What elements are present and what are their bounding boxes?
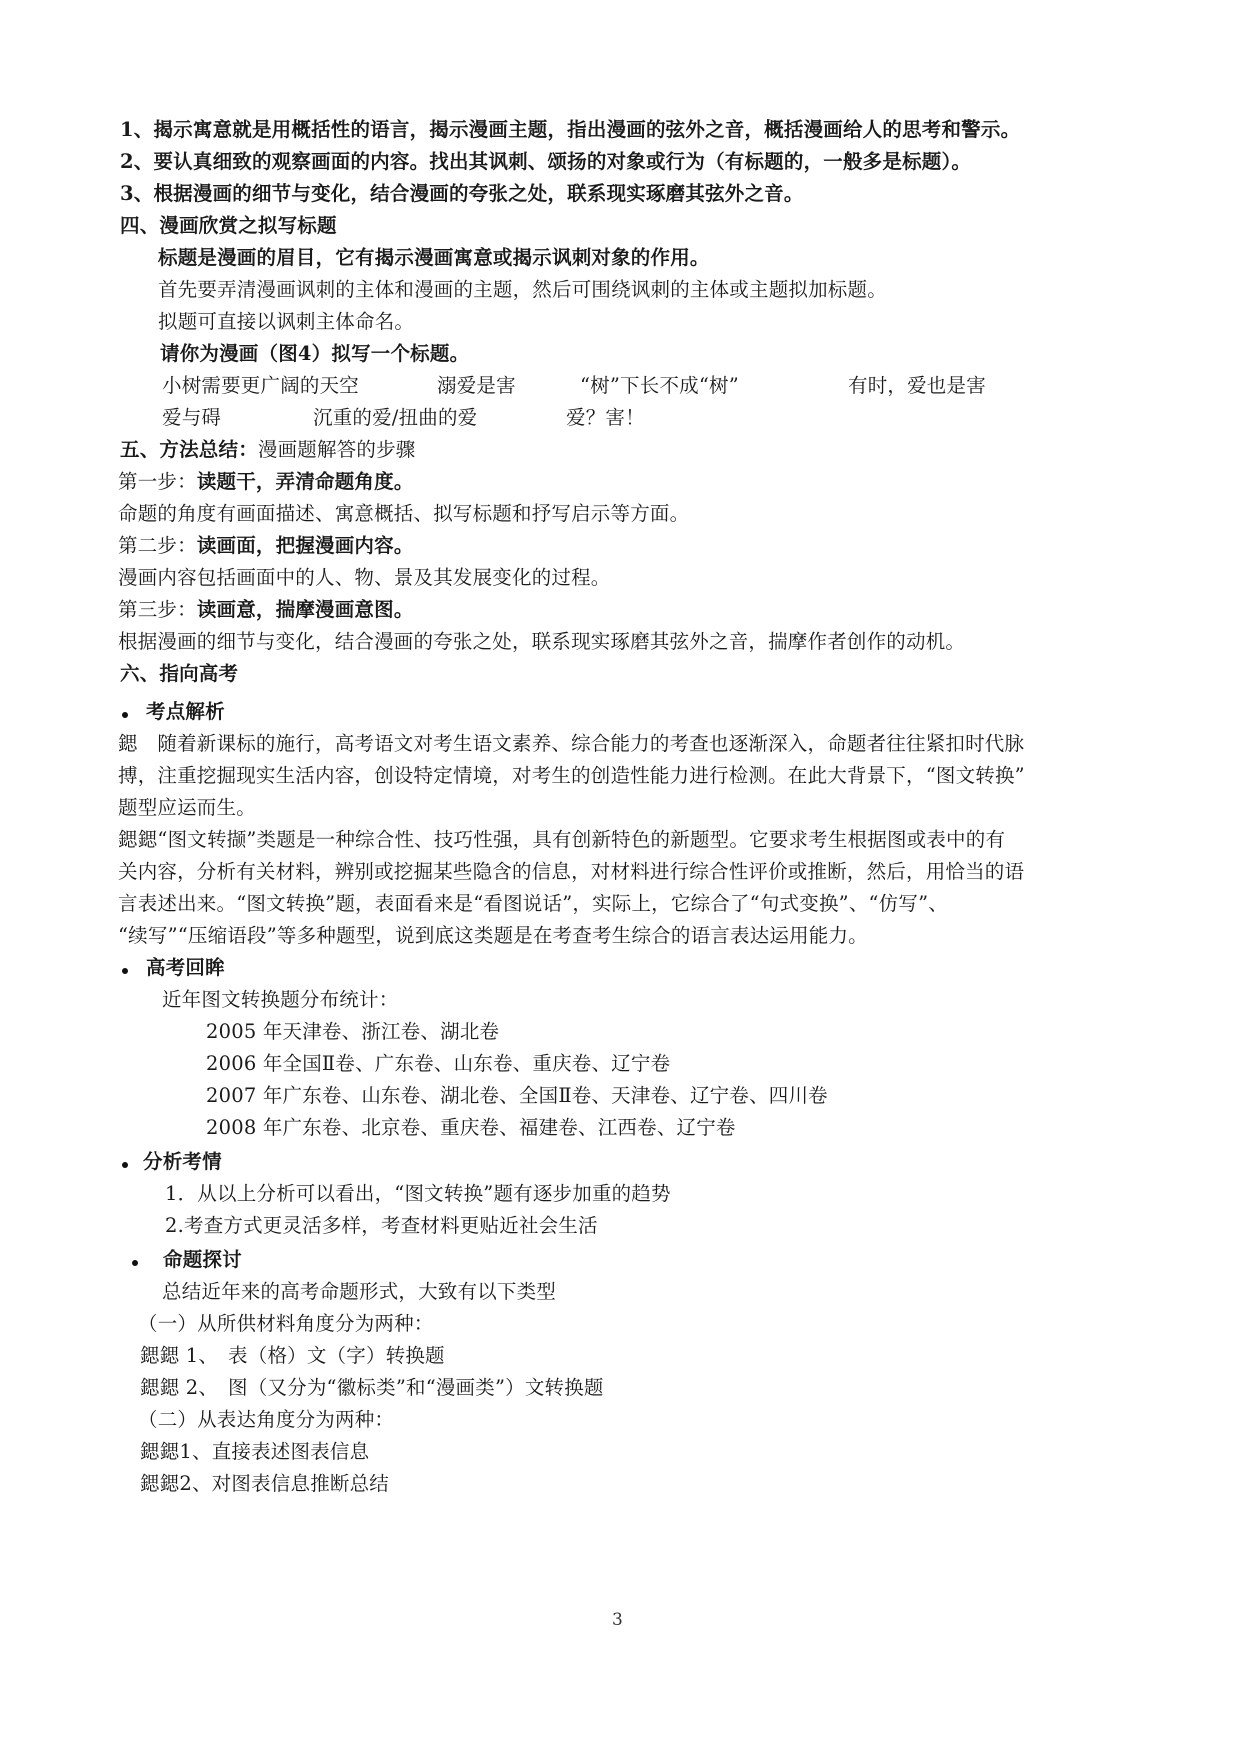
section-4-line-1: 首先要弄清漫画讽刺的主体和漫画的主题，然后可围绕讽刺的主体或主题拟加标题。 <box>158 278 887 301</box>
kaodian-para-2-line-3: 言表述出来。“图文转换”题，表面看来是“看图说话”，实际上，它综合了“句式变换”、“仿写”、 <box>118 892 948 915</box>
huimou-year-2007: 2007 年广东卷、山东卷、湖北卷、全国Ⅱ卷、天津卷、辽宁卷、四川卷 <box>206 1084 828 1107</box>
tantao-sub-2-b: 鍶鍶2、对图表信息推断总结 <box>140 1472 390 1495</box>
bullet-icon <box>122 1162 128 1168</box>
huimou-title: 高考回眸 <box>146 956 225 979</box>
kaoqing-item-1: 1．从以上分析可以看出，“图文转换”题有逐步加重的趋势 <box>165 1182 671 1205</box>
answer-6: 沉重的爱/扭曲的爱 <box>313 406 478 429</box>
kaoqing-title: 分析考情 <box>143 1150 222 1173</box>
huimou-year-2005: 2005 年天津卷、浙江卷、湖北卷 <box>206 1020 500 1043</box>
kaoqing-item-2: 2.考查方式更灵活多样，考查材料更贴近社会生活 <box>165 1214 598 1237</box>
section-4-heading: 四、漫画欣赏之拟写标题 <box>120 214 337 237</box>
section-4-line-2: 拟题可直接以讽刺主体命名。 <box>158 310 415 333</box>
tantao-sub-1: （一）从所供材料角度分为两种： <box>138 1312 434 1335</box>
kaodian-para-2-line-2: 关内容，分析有关材料，辨别或挖掘某些隐含的信息，对材料进行综合性评价或推断，然后，用恰当的语 <box>118 860 1025 883</box>
answer-4: 有时，爱也是害 <box>848 374 986 397</box>
step-2 <box>118 534 414 558</box>
answer-5: 爱与碍 <box>162 406 222 429</box>
section-5-heading-rest: 漫画题解答的步骤 <box>257 438 416 461</box>
answer-7: 爱？害！ <box>566 406 645 429</box>
tantao-sub-1-b: 鍶鍶 2、 图（又分为“徽标类”和“漫画类”）文转换题 <box>140 1376 604 1399</box>
kaodian-para-2-line-4: “续写”“压缩语段”等多种题型，说到底这类题是在考查考生综合的语言表达运用能力。 <box>118 924 868 947</box>
answer-3: “树”下长不成“树” <box>580 374 739 397</box>
kaodian-title: 考点解析 <box>146 700 225 723</box>
answer-1: 小树需要更广阔的天空 <box>162 374 360 397</box>
point-3: 3、根据漫画的细节与变化，结合漫画的夸张之处，联系现实琢磨其弦外之音。 <box>120 182 804 205</box>
kaodian-para-1-line-2: 搏，注重挖掘现实生活内容，创设特定情境，对考生的创造性能力进行检测。在此大背景下，“图文转换” <box>118 764 1025 787</box>
step-1 <box>118 470 414 494</box>
step-3-label: 第三步： <box>118 598 197 621</box>
step-2-label: 第二步： <box>118 534 197 557</box>
tantao-sub-2-a: 鍶鍶1、直接表述图表信息 <box>140 1440 370 1463</box>
step-1-bold: 读题干，弄清命题角度。 <box>196 470 414 493</box>
kaodian-para-2-line-1: 鍶鍶“图文转撷”类题是一种综合性、技巧性强，具有创新特色的新题型。它要求考生根据图或表中的有 <box>118 828 1006 851</box>
section-6-heading: 六、指向高考 <box>120 662 239 685</box>
section-4-bold-line: 标题是漫画的眉目，它有揭示漫画寓意或揭示讽刺对象的作用。 <box>158 246 710 269</box>
huimou-year-2006: 2006 年全国Ⅱ卷、广东卷、山东卷、重庆卷、辽宁卷 <box>206 1052 671 1075</box>
step-3-bold: 读画意，揣摩漫画意图。 <box>196 598 414 621</box>
page-number: 3 <box>612 1610 623 1630</box>
huimou-intro: 近年图文转换题分布统计： <box>162 988 399 1011</box>
section-4-task: 请你为漫画（图4）拟写一个标题。 <box>160 342 470 365</box>
section-5-heading-bold: 五、方法总结： <box>120 438 258 461</box>
kaodian-para-1-line-3: 题型应运而生。 <box>118 796 256 819</box>
tantao-intro: 总结近年来的高考命题形式，大致有以下类型 <box>162 1280 557 1303</box>
bullet-icon <box>122 712 128 718</box>
bullet-icon <box>122 968 128 974</box>
step-1-text: 命题的角度有画面描述、寓意概括、拟写标题和抒写启示等方面。 <box>118 502 690 525</box>
point-2: 2、要认真细致的观察画面的内容。找出其讽刺、颂扬的对象或行为（有标题的，一般多是标题）。 <box>120 150 972 173</box>
step-3-text: 根据漫画的细节与变化，结合漫画的夸张之处，联系现实琢磨其弦外之音，揣摩作者创作的动机。 <box>118 630 966 653</box>
point-1: 1、揭示寓意就是用概括性的语言，揭示漫画主题，指出漫画的弦外之音，概括漫画给人的思考和警示。 <box>120 118 1021 141</box>
step-2-bold: 读画面，把握漫画内容。 <box>196 534 414 557</box>
tantao-sub-2: （二）从表达角度分为两种： <box>138 1408 395 1431</box>
section-5-heading <box>120 438 416 462</box>
tantao-sub-1-a: 鍶鍶 1、 表（格）文（字）转换题 <box>140 1344 445 1367</box>
step-1-label: 第一步： <box>118 470 197 493</box>
huimou-year-2008: 2008 年广东卷、北京卷、重庆卷、福建卷、江西卷、辽宁卷 <box>206 1116 736 1139</box>
step-3 <box>118 598 414 622</box>
tantao-title: 命题探讨 <box>163 1248 242 1271</box>
step-2-text: 漫画内容包括画面中的人、物、景及其发展变化的过程。 <box>118 566 611 589</box>
answer-2: 溺爱是害 <box>437 374 516 397</box>
kaodian-para-1-line-1: 鍶 随着新课标的施行，高考语文对考生语文素养、综合能力的考查也逐渐深入，命题者往往紧扣时代脉 <box>118 732 1025 755</box>
bullet-icon <box>132 1260 138 1266</box>
